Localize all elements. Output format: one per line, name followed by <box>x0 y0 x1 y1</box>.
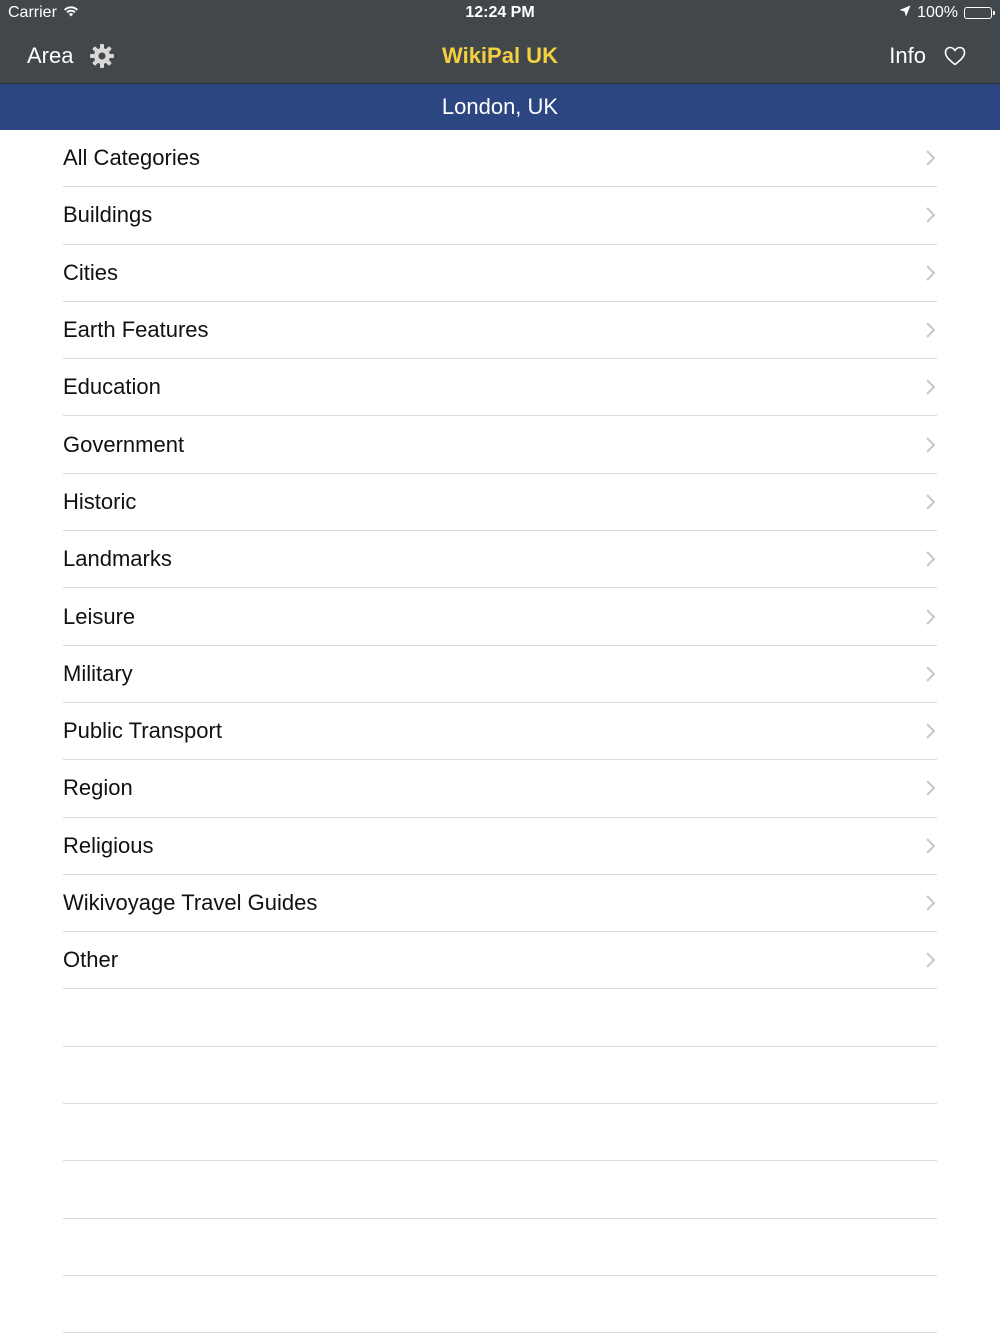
category-label: Cities <box>63 259 119 285</box>
chevron-right-icon <box>925 779 937 797</box>
status-bar <box>0 0 1000 28</box>
chevron-right-icon <box>925 149 937 167</box>
status-right <box>899 4 992 22</box>
battery-icon <box>964 7 992 19</box>
empty-table-row <box>63 1104 937 1161</box>
category-row[interactable] <box>63 932 937 989</box>
empty-table-row <box>63 1047 937 1104</box>
empty-table-row <box>63 1161 937 1218</box>
info-button[interactable]: Info <box>889 42 926 68</box>
chevron-right-icon <box>925 951 937 969</box>
category-label: Buildings <box>63 202 153 228</box>
chevron-right-icon <box>925 493 937 511</box>
chevron-right-icon <box>925 550 937 568</box>
category-row[interactable] <box>63 703 937 760</box>
category-label: Landmarks <box>63 546 172 572</box>
gear-icon[interactable] <box>89 43 115 69</box>
category-label: Other <box>63 947 119 973</box>
category-row[interactable] <box>63 416 937 473</box>
chevron-right-icon <box>925 321 937 339</box>
navigation-bar <box>0 28 1000 84</box>
category-label: Earth Features <box>63 317 209 343</box>
category-row[interactable] <box>63 302 937 359</box>
category-label: Leisure <box>63 603 136 629</box>
location-arrow-icon <box>899 4 911 22</box>
app-title: WikiPal UK <box>442 42 558 68</box>
category-label: Public Transport <box>63 718 222 744</box>
empty-table-row <box>63 989 937 1046</box>
category-row[interactable] <box>63 130 937 187</box>
chevron-right-icon <box>925 378 937 396</box>
chevron-right-icon <box>925 608 937 626</box>
category-label: Wikivoyage Travel Guides <box>63 890 318 915</box>
category-label: Religious <box>63 832 154 858</box>
category-row[interactable] <box>63 875 937 932</box>
category-row[interactable] <box>63 646 937 703</box>
category-row[interactable] <box>63 760 937 817</box>
category-row[interactable] <box>63 187 937 244</box>
category-row[interactable] <box>63 818 937 875</box>
category-row[interactable] <box>63 588 937 645</box>
category-row[interactable] <box>63 359 937 416</box>
category-row[interactable] <box>63 531 937 588</box>
category-label: Education <box>63 374 161 400</box>
nav-right-group <box>889 28 966 83</box>
category-label: Region <box>63 775 133 801</box>
chevron-right-icon <box>925 264 937 282</box>
chevron-right-icon <box>925 436 937 454</box>
category-label: All Categories <box>63 145 200 171</box>
location-banner <box>0 84 1000 130</box>
category-list <box>63 130 937 1333</box>
chevron-right-icon <box>925 722 937 740</box>
category-label: Government <box>63 431 185 457</box>
status-time: 12:24 PM <box>465 4 535 21</box>
category-label: Historic <box>63 488 137 514</box>
battery-percent: 100% <box>917 4 958 21</box>
category-row[interactable] <box>63 474 937 531</box>
nav-left-group <box>27 28 115 83</box>
category-row[interactable] <box>63 245 937 302</box>
empty-table-row <box>63 1276 937 1333</box>
chevron-right-icon <box>925 665 937 683</box>
heart-icon[interactable] <box>944 46 966 66</box>
chevron-right-icon <box>925 837 937 855</box>
empty-table-row <box>63 1219 937 1276</box>
area-button[interactable]: Area <box>27 42 74 68</box>
chevron-right-icon <box>925 894 937 912</box>
chevron-right-icon <box>925 206 937 224</box>
category-label: Military <box>63 660 133 686</box>
location-label: London, UK <box>441 94 559 119</box>
carrier-label: Carrier <box>8 4 57 21</box>
